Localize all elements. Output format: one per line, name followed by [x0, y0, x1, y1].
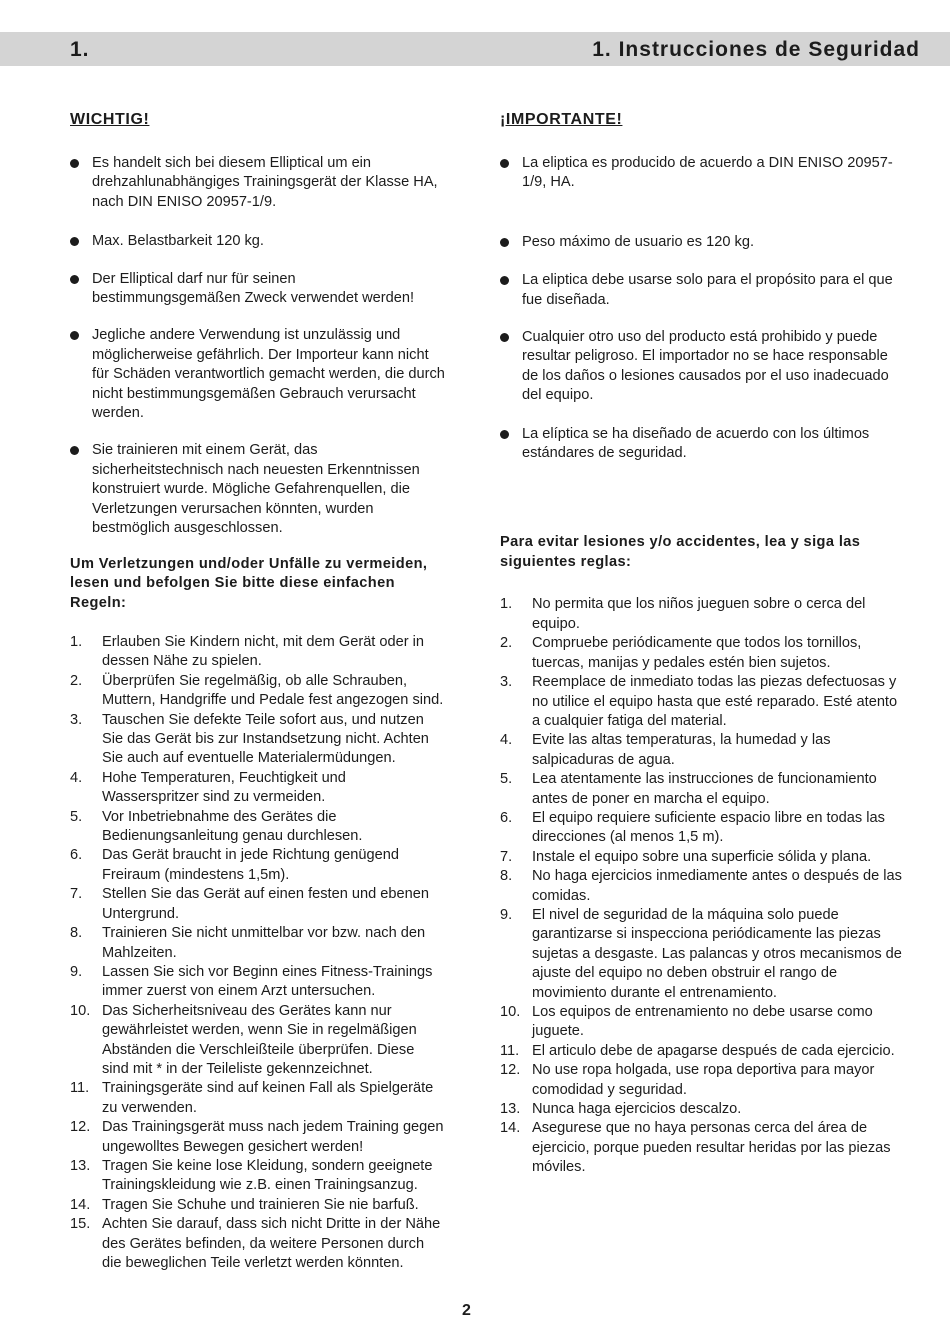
list-item: 9. Lassen Sie sich vor Beginn eines Fitness-Trainings immer zuerst von einem Arzt untersuchen. [70, 963, 433, 1000]
list-item: 14. Tragen Sie Schuhe und trainieren Sie nie barfuß. [70, 1196, 419, 1213]
list-item: 1. Erlauben Sie Kindern nicht, mit dem Gerät oder in dessen Nähe zu spielen. [70, 634, 425, 670]
list-item: 15. Achten Sie darauf, dass sich nicht Dritte in der Nähe des Gerätes befinden, da weitere Personen durch die beweglichen Teile verletzt werden könnten. [70, 1216, 441, 1271]
page-number: 2 [462, 1302, 471, 1319]
german-column [70, 110, 445, 1273]
list-item: La elíptica se ha diseñado de acuerdo con los últimos estándares de seguridad. [500, 425, 905, 464]
list-item: 3. Reemplace de inmediato todas las piezas defectuosas y no utilice el equipo hasta que esté reparado. Esté atento a cualquier fatiga del material. [500, 674, 898, 729]
bullet-icon [70, 159, 79, 168]
spanish-rules-list [500, 595, 905, 1177]
list-item: 6. El equipo requiere suficiente espacio libre en todas las direcciones (al menos 1,5 m). [500, 809, 885, 846]
bullet-icon [70, 275, 79, 284]
list-item: 7. Stellen Sie das Gerät auf einen festen und ebenen Untergrund. [70, 886, 429, 922]
list-item: 5. Lea atentamente las instrucciones de funcionamiento antes de poner en marcha el equipo. [500, 771, 877, 807]
list-item: Jegliche andere Verwendung ist unzulässig und möglicherweise gefährlich. Der Importeur kann nicht für Schäden verantwortlich gemacht werden, die durch nicht bestimmungsgemäßen Gebrauch verursacht werden. [70, 326, 445, 423]
bullet-icon [500, 238, 509, 247]
list-item: Es handelt sich bei diesem Elliptical um ein drehzahlunabhängiges Trainingsgerät der Klasse HA, nach DIN ENISO 20957-1/9. [70, 154, 445, 212]
list-item: Max. Belastbarkeit 120 kg. [70, 232, 445, 251]
section-number: 1. [70, 38, 90, 61]
list-item: 13. Tragen Sie keine lose Kleidung, sondern geeignete Trainingskleidung wie z.B. einen Trainingsanzug. [70, 1157, 433, 1194]
german-bullet-list [70, 154, 445, 539]
german-important-heading: WICHTIG! [70, 111, 150, 128]
bullet-icon [70, 446, 79, 455]
bullet-icon [70, 237, 79, 246]
list-item: 5. Vor Inbetriebnahme des Gerätes die Bedienungsanleitung genau durchlesen. [70, 808, 363, 845]
list-item: 1. No permita que los niños jueguen sobre o cerca del equipo. [500, 596, 866, 632]
bullet-icon [500, 159, 509, 168]
list-item: 12. Das Trainingsgerät muss nach jedem Training gegen ungewolltes Bewegen gesichert werden! [70, 1119, 444, 1155]
list-item: Sie trainieren mit einem Gerät, das sicherheitstechnisch nach neuesten Erkenntnissen konstruiert wurde. Mögliche Gefahrenquellen, die Verletzungen verursachen könnten, wurden bestmöglich ausgeschlossen. [70, 441, 445, 538]
list-item: 4. Hohe Temperaturen, Feuchtigkeit und Wasserspritzer sind zu vermeiden. [70, 769, 346, 806]
list-item: 8. Trainieren Sie nicht unmittelbar vor bzw. nach den Mahlzeiten. [70, 925, 426, 961]
list-item: 6. Das Gerät braucht in jede Richtung genügend Freiraum (mindestens 1,5m). [70, 847, 399, 883]
spanish-rules-title: Para evitar lesiones y/o accidentes, lea y siga las siguientes reglas: [500, 534, 861, 570]
german-rules-title: Um Verletzungen und/oder Unfälle zu vermeiden, lesen und befolgen Sie bitte diese einfachen Regeln: [70, 555, 428, 611]
list-item: 7. Instale el equipo sobre una superficie sólida y plana. [500, 848, 872, 865]
list-item: Der Elliptical darf nur für seinen bestimmungsgemäßen Zweck verwendet werden! [70, 270, 445, 309]
list-item: 2. Compruebe periódicamente que todos los tornillos, tuercas, manijas y pedales estén bien sujetos. [500, 635, 862, 671]
list-item: 10. Los equipos de entrenamiento no debe usarse como juguete. [500, 1004, 873, 1040]
list-item: 8. No haga ejercicios inmediamente antes o después de las comidas. [500, 868, 902, 904]
bullet-icon [500, 276, 509, 285]
bullet-icon [500, 333, 509, 342]
list-item: 14. Asegurese que no haya personas cerca del área de ejercicio, porque pueden resultar heridas por las piezas móviles. [500, 1120, 891, 1176]
list-item: 11. Trainingsgeräte sind auf keinen Fall als Spielgeräte zu verwenden. [70, 1080, 434, 1116]
spanish-important-heading: ¡IMPORTANTE! [500, 111, 623, 128]
list-item: 12. No use ropa holgada, use ropa deportiva para mayor comodidad y seguridad. [500, 1062, 875, 1098]
list-item: 10. Das Sicherheitsniveau des Gerätes kann nur gewährleistet werden, wenn Sie in regelmäßigen Abständen die Verschleißteile überprüfen. Diese sind mit * in der Teileliste gekennzeichnet. [70, 1002, 417, 1077]
list-item: Peso máximo de usuario es 120 kg. [500, 233, 905, 252]
list-item: 13. Nunca haga ejercicios descalzo. [500, 1101, 742, 1118]
list-item: 4. Evite las altas temperaturas, la humedad y las salpicaduras de agua. [500, 732, 831, 768]
list-item: La eliptica debe usarse solo para el propósito para el que fue diseñada. [500, 271, 905, 310]
spanish-column [500, 110, 905, 1178]
bullet-icon [500, 430, 509, 439]
list-item: La eliptica es producido de acuerdo a DIN ENISO 20957-1/9, HA. [500, 154, 905, 193]
list-item: 11. El articulo debe de apagarse después de cada ejercicio. [500, 1042, 895, 1059]
list-item: 9. El nivel de seguridad de la máquina solo puede garantizarse si inspecciona periódicamente las piezas sujetas a desgaste. Las palancas y otros mecanismos de ajuste del equipo no deben obstruir el rango de movimiento durante el entrenamiento. [500, 906, 902, 1001]
list-item: 2. Überprüfen Sie regelmäßig, ob alle Schrauben, Muttern, Handgriffe und Pedale fest angezogen sind. [70, 672, 444, 709]
bullet-icon [70, 331, 79, 340]
spanish-bullet-list [500, 154, 905, 463]
list-item: Cualquier otro uso del producto está prohibido y puede resultar peligroso. El importador no se hace responsable de los daños o lesiones causados por el uso inadecuado del equipo. [500, 328, 905, 406]
list-item: 3. Tauschen Sie defekte Teile sofort aus, und nutzen Sie das Gerät bis zur Instandsetzung nicht. Achten Sie auch auf eventuelle Materialermüdungen. [70, 711, 429, 767]
section-title: 1. Instrucciones de Seguridad [592, 38, 920, 61]
german-rules-list [70, 633, 445, 1273]
